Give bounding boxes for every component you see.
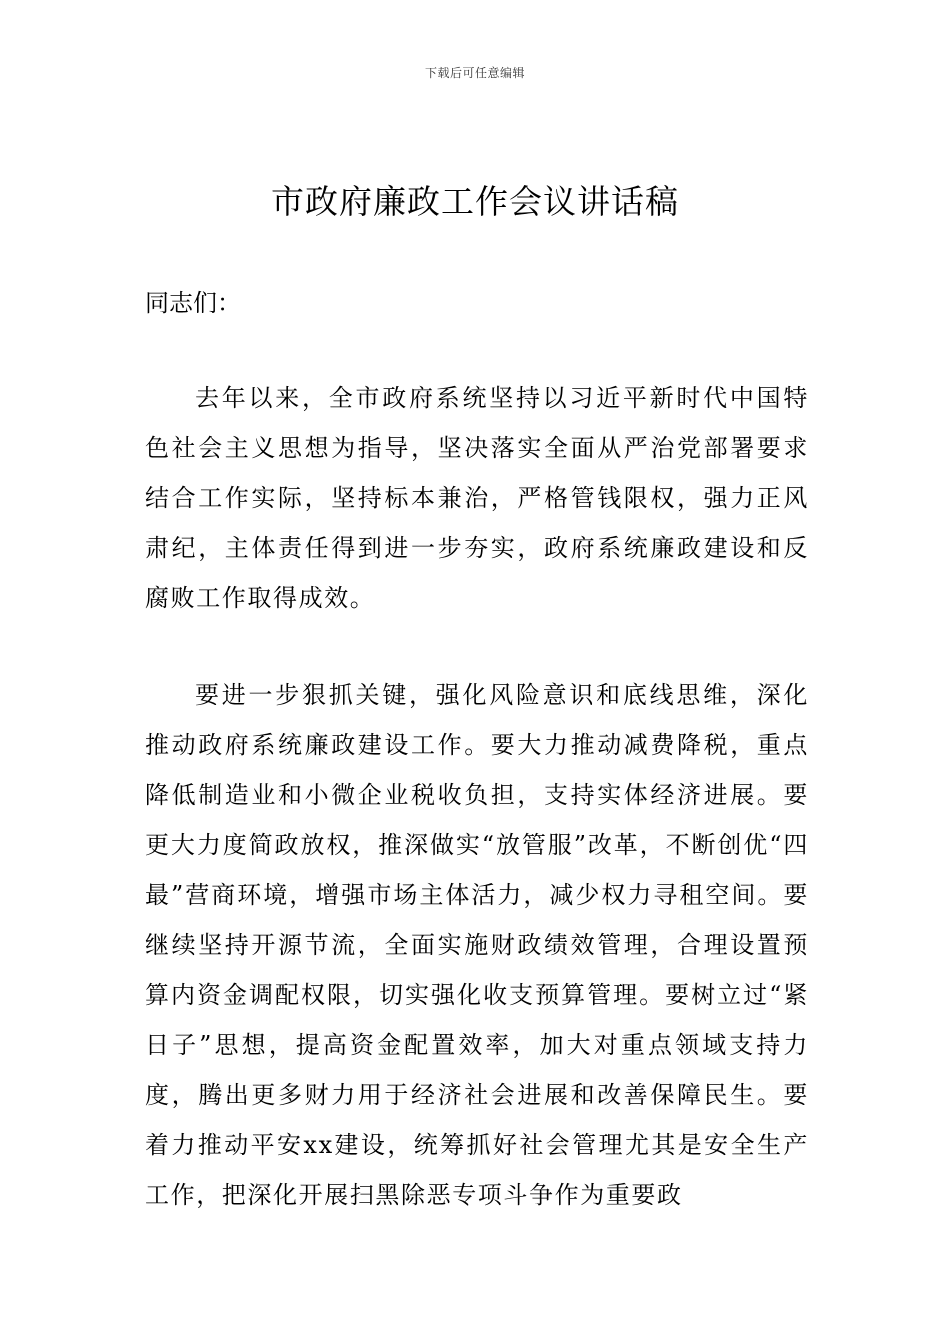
body-paragraph-2: 要进一步狠抓关键，强化风险意识和底线思维，深化推动政府系统廉政建设工作。要大力推动减费降税，重点降低制造业和小微企业税收负担，支持实体经济进展。要更大力度简政放权，推深做实“放管服”改革，不断创优“四最”营商环境，增强市场主体活力，减少权力寻租空间。要继续坚持开源节流，全面实施财政绩效管理，合理设置预算内资金调配权限，切实强化收支预算管理。要树立过“紧日子”思想，提高资金配置效率，加大对重点领域支持力度，腾出更多财力用于经济社会进展和改善保障民生。要着力推动平安xx建设，统筹抓好社会管理尤其是安全生产工作，把深化开展扫黑除恶专项斗争作为重要政: [145, 681, 809, 1209]
header-note: 下载后可任意编辑: [424, 66, 525, 80]
document-title: 市政府廉政工作会议讲话稿: [271, 182, 679, 221]
salutation: 同志们：: [145, 289, 241, 317]
body-paragraph-1: 去年以来，全市政府系统坚持以习近平新时代中国特色社会主义思想为指导，坚决落实全面从严治党部署要求结合工作实际，坚持标本兼治，严格管钱限权，强力正风肃纪，主体责任得到进一步夯实，政府系统廉政建设和反腐败工作取得成效。: [145, 384, 809, 612]
